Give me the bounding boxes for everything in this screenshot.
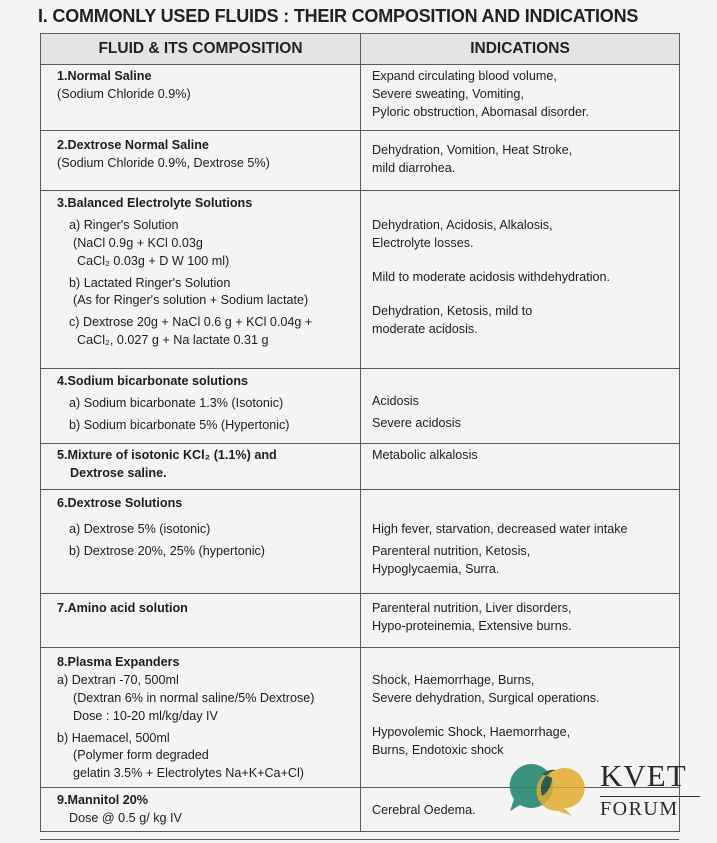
indication-cell — [361, 444, 680, 490]
composition-cell — [41, 444, 361, 490]
indication-text: Dehydration, Acidosis, Alkalosis, — [372, 218, 553, 232]
fluid-name: 2.Dextrose Normal Saline — [57, 138, 209, 152]
indication-cell — [361, 594, 680, 648]
table-row — [41, 369, 680, 444]
indication-text: Severe sweating, Vomiting, — [372, 86, 524, 101]
indication-cell — [361, 490, 680, 594]
indication-text: Severe dehydration, Surgical operations. — [372, 690, 600, 705]
table-header-row — [41, 34, 680, 65]
composition-cell — [41, 490, 361, 594]
composition-cell — [41, 648, 361, 788]
table-row — [41, 65, 680, 131]
composition-text: a) Ringer's Solution — [69, 217, 179, 232]
composition-text: gelatin 3.5% + Electrolytes Na+K+Ca+Cl) — [73, 766, 305, 781]
fluid-name: 3.Balanced Electrolyte Solutions — [57, 196, 253, 210]
indication-text: Shock, Haemorrhage, Burns, — [372, 673, 535, 687]
table-row — [41, 594, 680, 648]
composition-text: (Polymer form degraded — [73, 748, 209, 763]
chat-bubbles-logo-icon — [508, 758, 598, 828]
composition-text: a) Dextran -70, 500ml — [57, 672, 179, 687]
composition-text: (Sodium Chloride 0.9%) — [57, 86, 191, 101]
indication-text: Expand circulating blood volume, — [372, 69, 557, 83]
indication-text: Hypo-proteinemia, Extensive burns. — [372, 618, 572, 633]
composition-cell — [41, 65, 361, 131]
watermark-sub-text: FORUM — [600, 798, 679, 820]
composition-cell — [41, 131, 361, 191]
composition-text: CaCl₂, 0.027 g + Na lactate 0.31 g — [77, 333, 269, 348]
indication-text: Severe acidosis — [372, 415, 461, 430]
watermark-brand-text: KVET — [600, 758, 687, 793]
indication-text: Pyloric obstruction, Abomasal disorder. — [372, 104, 589, 119]
fluid-name: 4.Sodium bicarbonate solutions — [57, 374, 249, 388]
indication-text: Burns, Endotoxic shock — [372, 742, 504, 757]
composition-text: CaCl₂ 0.03g + D W 100 ml) — [77, 253, 230, 268]
page-title: I. COMMONLY USED FLUIDS : THEIR COMPOSITION AND INDICATIONS — [38, 6, 639, 26]
column-header-indications: INDICATIONS — [361, 34, 680, 65]
indication-text: Hypoglycaemia, Surra. — [372, 561, 500, 576]
indication-text: Dehydration, Vomition, Heat Stroke, — [372, 143, 573, 157]
composition-text: (As for Ringer's solution + Sodium lactate) — [73, 293, 309, 308]
indication-text: Dehydration, Ketosis, mild to — [372, 303, 533, 318]
composition-text: b) Haemacel, 500ml — [57, 730, 170, 745]
composition-cell — [41, 191, 361, 369]
composition-text: a) Dextrose 5% (isotonic) — [69, 521, 211, 536]
indication-text: High fever, starvation, decreased water intake — [372, 522, 628, 536]
fluid-name: 1.Normal Saline — [57, 69, 152, 83]
fluid-name: 9.Mannitol 20% — [57, 793, 148, 807]
fluid-name: 5.Mixture of isotonic KCl₂ (1.1%) and — [57, 448, 277, 462]
indication-text: mild diarrohea. — [372, 160, 456, 175]
fluids-table — [40, 33, 680, 832]
composition-cell — [41, 369, 361, 444]
indication-text: Parenteral nutrition, Liver disorders, — [372, 601, 572, 615]
table-row — [41, 490, 680, 594]
composition-text: (NaCl 0.9g + KCl 0.03g — [73, 235, 203, 250]
composition-text: Dose @ 0.5 g/ kg IV — [69, 810, 182, 825]
indication-text: Electrolyte losses. — [372, 235, 474, 250]
bottom-rule — [40, 839, 679, 840]
indication-text: Parenteral nutrition, Ketosis, — [372, 543, 531, 558]
fluid-name: 7.Amino acid solution — [57, 601, 188, 615]
table-row — [41, 191, 680, 369]
composition-text: b) Dextrose 20%, 25% (hypertonic) — [69, 543, 265, 558]
indication-cell — [361, 191, 680, 369]
indication-cell — [361, 65, 680, 131]
fluid-name: Dextrose saline. — [70, 465, 167, 480]
column-header-composition: FLUID & ITS COMPOSITION — [41, 34, 361, 65]
watermark-divider — [600, 796, 700, 797]
kvet-forum-watermark — [508, 758, 708, 828]
composition-text: b) Sodium bicarbonate 5% (Hypertonic) — [69, 417, 290, 432]
indication-text: Hypovolemic Shock, Haemorrhage, — [372, 724, 571, 739]
table-row — [41, 444, 680, 490]
indication-cell — [361, 369, 680, 444]
composition-cell — [41, 788, 361, 832]
indication-text: Mild to moderate acidosis withdehydration. — [372, 269, 611, 284]
composition-text: (Dextran 6% in normal saline/5% Dextrose) — [73, 690, 315, 705]
composition-cell — [41, 594, 361, 648]
table-row — [41, 131, 680, 191]
indication-text: Metabolic alkalosis — [372, 448, 478, 462]
composition-text: a) Sodium bicarbonate 1.3% (Isotonic) — [69, 395, 284, 410]
indication-text: Acidosis — [372, 394, 419, 408]
composition-text: Dose : 10-20 ml/kg/day IV — [73, 708, 218, 723]
indication-cell — [361, 131, 680, 191]
indication-text: moderate acidosis. — [372, 321, 478, 336]
indication-text: Cerebral Oedema. — [372, 803, 476, 817]
fluid-name: 6.Dextrose Solutions — [57, 496, 183, 510]
composition-text: b) Lactated Ringer's Solution — [69, 275, 231, 290]
fluid-name: 8.Plasma Expanders — [57, 655, 180, 669]
composition-text: (Sodium Chloride 0.9%, Dextrose 5%) — [57, 155, 270, 170]
composition-text: c) Dextrose 20g + NaCl 0.6 g + KCl 0.04g + — [69, 315, 313, 330]
